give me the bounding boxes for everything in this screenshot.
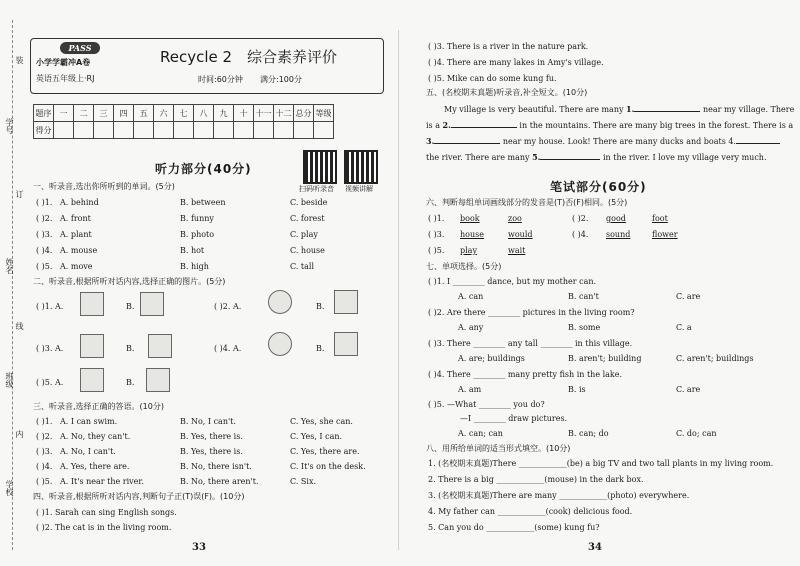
option-c: C. forest [290, 214, 325, 223]
q-number[interactable]: ( )1. [36, 417, 53, 426]
full-score: 满分:100分 [260, 75, 302, 84]
option-a: A. any [458, 323, 484, 332]
fill-item[interactable]: 3. (名校期末真题)There are many ____________(photo) everywhere. [428, 491, 690, 500]
score-input[interactable] [174, 122, 194, 139]
q-number[interactable]: ( )3. [36, 447, 53, 456]
time-limit: 时间:60分钟 [198, 75, 243, 84]
score-cell: 三 [94, 105, 114, 122]
q-number[interactable]: ( )5. [36, 477, 53, 486]
section-6-title: 六、判断每组单词画线部分的发音是(T)否(F)相同。(5分) [426, 198, 628, 207]
option-c: C. tall [290, 262, 315, 271]
picture-box[interactable] [146, 368, 170, 392]
option-a: A. I can swim. [60, 417, 118, 426]
written-title: 笔试部分(60分) [550, 180, 647, 194]
passage-text: in the mountains. There are many big trees in the forest. There is a [516, 121, 794, 130]
option-b: B. aren't; building [568, 354, 642, 363]
fill-item[interactable]: 2. There is a big ____________(mouse) in the dark box. [428, 475, 644, 484]
option-b-label: B. [316, 344, 325, 353]
binding-label-school: 学校 [5, 480, 14, 496]
tf-item[interactable]: ( )4. There are many lakes in Amy's village. [428, 58, 604, 67]
section-5-title: 五、(名校期末真题)听录音,补全短文。(10分) [426, 88, 588, 97]
score-input[interactable] [214, 122, 234, 139]
option-b: B. between [180, 198, 226, 207]
option-c: C. It's on the desk. [290, 462, 366, 471]
option-b: B. No, I can't. [180, 417, 236, 426]
score-input[interactable] [134, 122, 154, 139]
section-8-title: 八、用所给单词的适当形式填空。(10分) [426, 444, 571, 453]
picture-bag[interactable] [80, 368, 104, 392]
option-a: A. plant [60, 230, 92, 239]
score-cell: 十二 [274, 105, 294, 122]
score-cell: 一 [54, 105, 74, 122]
option-b-label: B. [126, 344, 135, 353]
fill-item[interactable]: 4. My father can ____________(cook) delicious food. [428, 507, 633, 516]
tf-item[interactable]: ( )1. Sarah can sing English songs. [36, 508, 177, 517]
option-b: B. No, there isn't. [180, 462, 252, 471]
score-cell: 七 [174, 105, 194, 122]
score-input[interactable] [94, 122, 114, 139]
option-b-label: B. [126, 378, 135, 387]
q-number[interactable]: ( )2. [572, 214, 589, 223]
binding-mark: 线 [15, 322, 24, 330]
option-a: A. No, I can't. [60, 447, 116, 456]
mc-question[interactable]: ( )2. Are there ________ pictures in the living room? [428, 308, 635, 317]
qr-audio-label: 扫码听录音 [299, 185, 334, 193]
q-number[interactable]: ( )5. [428, 246, 445, 255]
option-a: A. No, they can't. [60, 432, 131, 441]
option-b: B. hot [180, 246, 205, 255]
option-a: A. behind [60, 198, 99, 207]
q-number[interactable]: ( )4. [572, 230, 589, 239]
blank-number: 2. [442, 120, 451, 130]
option-a: A. It's near the river. [60, 477, 144, 486]
passage-text: near my village. There [700, 105, 795, 114]
score-cell: 十 [234, 105, 254, 122]
picture-river[interactable] [334, 332, 358, 356]
score-value-row [34, 122, 334, 139]
q-number[interactable]: ( )3. A. [36, 344, 64, 353]
answer-blank[interactable] [736, 143, 780, 144]
page-number-left: 33 [192, 542, 206, 553]
option-a: A. are; buildings [458, 354, 525, 363]
tf-item[interactable]: ( )2. The cat is in the living room. [36, 523, 172, 532]
score-cell: 十一 [254, 105, 274, 122]
binding-line [12, 20, 13, 550]
score-cell: 六 [154, 105, 174, 122]
score-input[interactable] [114, 122, 134, 139]
tf-item[interactable]: ( )3. There is a river in the nature park. [428, 42, 589, 51]
passage-text: the river. There are many [426, 153, 533, 162]
option-b: B. is [568, 385, 586, 394]
option-b: B. photo [180, 230, 215, 239]
qr-video-label: 视频讲解 [345, 185, 373, 193]
score-input[interactable] [294, 122, 314, 139]
mc-question-line2: —I ________ draw pictures. [460, 414, 568, 423]
binding-mark: 内 [15, 430, 24, 438]
mc-question[interactable]: ( )5. —What ________ you do? [428, 400, 545, 409]
binding-label-name: 姓名 [5, 258, 14, 274]
answer-blank[interactable] [451, 127, 517, 128]
option-c: C. house [290, 246, 325, 255]
passage-line [426, 152, 767, 163]
q-number[interactable]: ( )3. [36, 230, 53, 239]
option-c: C. Yes, there are. [290, 447, 360, 456]
word: foot [652, 214, 668, 223]
word: wait [508, 246, 526, 255]
word: play [460, 246, 477, 255]
score-input[interactable] [314, 122, 334, 139]
qr-code-audio[interactable] [303, 150, 337, 184]
section-4-title: 四、听录音,根据所听对话内容,判断句子正(T)误(F)。(10分) [33, 492, 245, 501]
option-c: C. play [290, 230, 318, 239]
option-a: A. am [458, 385, 482, 394]
score-cell: 八 [194, 105, 214, 122]
option-b: B. Yes, there is. [180, 447, 243, 456]
mc-question[interactable]: ( )4. There ________ many pretty fish in the lake. [428, 370, 623, 379]
binding-label-class: 班级 [5, 372, 14, 388]
score-cell: 九 [214, 105, 234, 122]
answer-blank[interactable] [434, 143, 500, 144]
option-c: C. a [676, 323, 692, 332]
option-a: A. move [60, 262, 93, 271]
score-table [33, 104, 334, 139]
score-cell: 四 [114, 105, 134, 122]
word: sound [606, 230, 631, 239]
passage-line [426, 120, 793, 131]
word: zoo [508, 214, 522, 223]
q-number[interactable]: ( )1. [428, 214, 445, 223]
score-input[interactable] [154, 122, 174, 139]
answer-blank[interactable] [540, 159, 600, 160]
score-cell: 等级 [314, 105, 334, 122]
option-a: A. mouse [60, 246, 98, 255]
score-input[interactable] [194, 122, 214, 139]
score-header-row [34, 105, 334, 122]
option-c: C. are [676, 385, 701, 394]
q-number[interactable]: ( )2. [36, 432, 53, 441]
option-c: C. Yes, I can. [290, 432, 343, 441]
section-7-title: 七、单项选择。(5分) [426, 262, 502, 271]
option-c: C. do; can [676, 429, 717, 438]
q-number[interactable]: ( )4. [36, 246, 53, 255]
option-b: B. Yes, there is. [180, 432, 243, 441]
qr-code-video[interactable] [344, 150, 378, 184]
q-number[interactable]: ( )4. A. [214, 344, 242, 353]
passage-line [426, 136, 780, 147]
picture-tree[interactable] [268, 332, 292, 356]
q-number[interactable]: ( )1. A. [36, 302, 64, 311]
score-cell: 题序 [34, 105, 54, 122]
answer-blank[interactable] [634, 111, 700, 112]
picture-tree[interactable] [268, 290, 292, 314]
option-b-label: B. [316, 302, 325, 311]
page-title: Recycle 2 综合素养评价 [160, 48, 338, 66]
q-number[interactable]: ( )2. A. [214, 302, 242, 311]
picture-option-b[interactable] [148, 334, 172, 358]
word: book [460, 214, 480, 223]
score-cell: 五 [134, 105, 154, 122]
word: good [606, 214, 626, 223]
blank-number: 1. [626, 104, 635, 114]
word: flower [652, 230, 678, 239]
option-b: B. high [180, 262, 209, 271]
option-a: A. front [60, 214, 91, 223]
fill-item[interactable]: 1. (名校期末真题)There ____________(be) a big TV and two tall plants in my living room. [428, 459, 774, 468]
grade-label: 英语五年级上·RJ [36, 74, 95, 83]
section-1-title: 一、听录音,选出你所听到的单词。(5分) [33, 182, 175, 191]
passage-text: in the river. I love my village very much. [600, 153, 767, 162]
option-a: A. can [458, 292, 484, 301]
word: would [508, 230, 533, 239]
word: house [460, 230, 484, 239]
score-cell: 总分 [294, 105, 314, 122]
series-name: 小学学霸冲A卷 [36, 58, 91, 67]
q-number[interactable]: ( )1. [36, 198, 53, 207]
blank-number: 5. [532, 152, 541, 162]
picture-table[interactable] [334, 290, 358, 314]
option-c: C. Six. [290, 477, 317, 486]
mc-question[interactable]: ( )1. I ________ dance, but my mother can. [428, 277, 597, 286]
binding-label-id: 学号 [5, 118, 14, 134]
score-input[interactable] [234, 122, 254, 139]
tf-item[interactable]: ( )5. Mike can do some kung fu. [428, 74, 557, 83]
binding-mark: 订 [15, 190, 24, 198]
option-c: C. beside [290, 198, 328, 207]
page-number-right: 34 [588, 542, 602, 553]
pass-logo: PASS [60, 42, 100, 54]
score-input[interactable] [254, 122, 274, 139]
picture-option-b[interactable] [140, 292, 164, 316]
score-input[interactable] [274, 122, 294, 139]
option-a: A. can; can [458, 429, 503, 438]
picture-option-a[interactable] [80, 334, 104, 358]
passage-line [444, 104, 794, 115]
option-a: A. Yes, there are. [60, 462, 130, 471]
listening-title: 听力部分(40分) [155, 162, 252, 176]
score-input[interactable] [74, 122, 94, 139]
score-input[interactable] [54, 122, 74, 139]
passage-text: is a [426, 121, 443, 130]
page-divider [398, 30, 399, 550]
binding-mark: 装 [15, 56, 24, 64]
mc-question[interactable]: ( )3. There ________ any tall ________ in this village. [428, 339, 633, 348]
section-2-title: 二、听录音,根据所听对话内容,选择正确的图片。(5分) [33, 277, 226, 286]
option-b: B. can; do [568, 429, 609, 438]
option-b: B. some [568, 323, 601, 332]
q-number[interactable]: ( )3. [428, 230, 445, 239]
option-c: C. aren't; buildings [676, 354, 754, 363]
blank-number: 3. [426, 136, 435, 146]
option-b-label: B. [126, 302, 135, 311]
option-b: B. can't [568, 292, 599, 301]
score-cell: 得分 [34, 122, 54, 139]
passage-text: near my house. Look! There are many ducks and boats 4. [500, 137, 736, 146]
option-b: B. No, there aren't. [180, 477, 259, 486]
binding-margin [0, 0, 26, 566]
picture-option-a[interactable] [80, 292, 104, 316]
q-number[interactable]: ( )2. [36, 214, 53, 223]
fill-item[interactable]: 5. Can you do ____________(some) kung fu? [428, 523, 600, 532]
q-number[interactable]: ( )4. [36, 462, 53, 471]
score-cell: 二 [74, 105, 94, 122]
passage-text: My village is very beautiful. There are many [444, 105, 627, 114]
q-number[interactable]: ( )5. [36, 262, 53, 271]
option-b: B. funny [180, 214, 214, 223]
option-c: C. are [676, 292, 701, 301]
section-3-title: 三、听录音,选择正确的答语。(10分) [33, 402, 164, 411]
option-c: C. Yes, she can. [290, 417, 353, 426]
q-number[interactable]: ( )5. A. [36, 378, 64, 387]
